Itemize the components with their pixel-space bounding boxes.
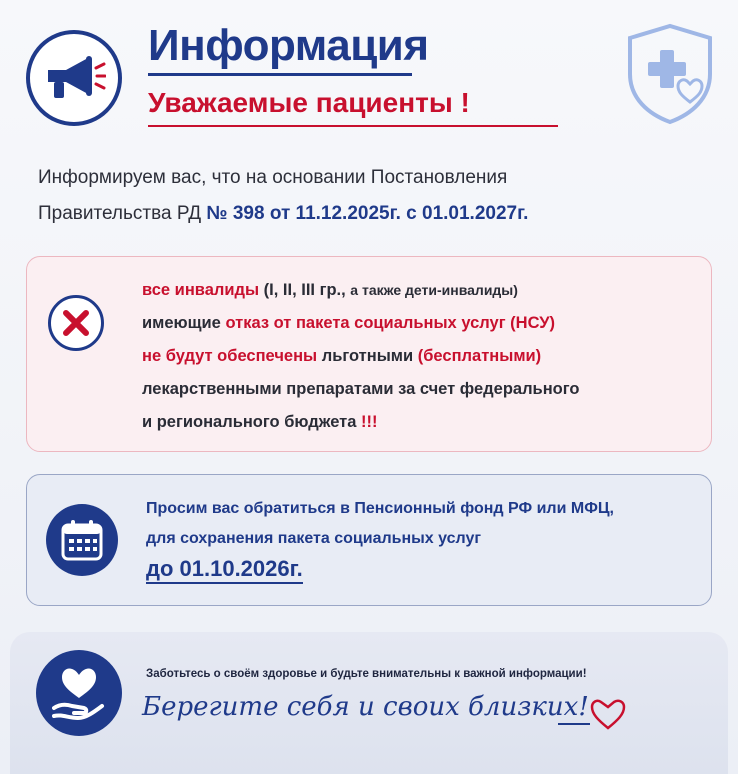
heart-doodle-icon xyxy=(556,694,630,734)
warning-free: (бесплатными) xyxy=(417,347,542,365)
warning-disabled-persons: все инвалиды xyxy=(142,281,260,299)
x-badge xyxy=(48,295,104,351)
notice-line-2: для сохранения пакета социальных услуг xyxy=(146,530,482,547)
title-underline xyxy=(148,73,412,76)
warning-groups: (I, II, III гр., xyxy=(259,281,351,299)
deadline-date: до 01.10.2026г. xyxy=(146,556,303,584)
warning-refusal: отказ от пакета социальных услуг (НСУ) xyxy=(225,314,556,332)
calendar-badge xyxy=(46,504,118,576)
notice-text xyxy=(146,494,706,587)
footer-caption: Заботьтесь о своём здоровье и будьте внимательны к важной информации! xyxy=(146,668,587,680)
warning-having: имеющие xyxy=(142,314,226,332)
warning-budget: и регионального бюджета xyxy=(142,413,357,431)
warning-not-provided: не будут обеспечены xyxy=(142,347,318,365)
intro-line-2-prefix: Правительства РД xyxy=(38,203,207,224)
megaphone-icon xyxy=(42,48,106,108)
page-subtitle: Уважаемые пациенты ! xyxy=(148,87,470,118)
subtitle-underline xyxy=(148,125,558,127)
page-title: Информация xyxy=(148,21,429,70)
warning-exclamation: !!! xyxy=(356,413,378,431)
x-circle-icon xyxy=(61,308,91,338)
heart-hand-badge xyxy=(36,650,122,736)
intro-line-2 xyxy=(38,196,698,232)
shield-cross-heart-icon xyxy=(620,22,720,126)
footer-slogan: Берегите себя и своих близких! xyxy=(142,692,589,722)
intro-paragraph xyxy=(38,160,698,232)
heart-hand-icon xyxy=(52,664,106,722)
calendar-icon xyxy=(60,518,104,562)
warning-text xyxy=(142,274,702,439)
warning-preferential: льготными xyxy=(317,347,418,365)
notice-line-1: Просим вас обратиться в Пенсионный фонд РФ или МФЦ, xyxy=(146,500,614,517)
intro-line-1: Информируем вас, что на основании Постановления xyxy=(38,167,508,188)
warning-children: а также дети-инвалиды) xyxy=(350,282,518,298)
megaphone-badge xyxy=(26,30,122,126)
warning-medicines: лекарственными препаратами за счет федерального xyxy=(142,380,580,398)
decree-reference: № 398 от 11.12.2025г. с 01.01.2027г. xyxy=(206,203,529,224)
